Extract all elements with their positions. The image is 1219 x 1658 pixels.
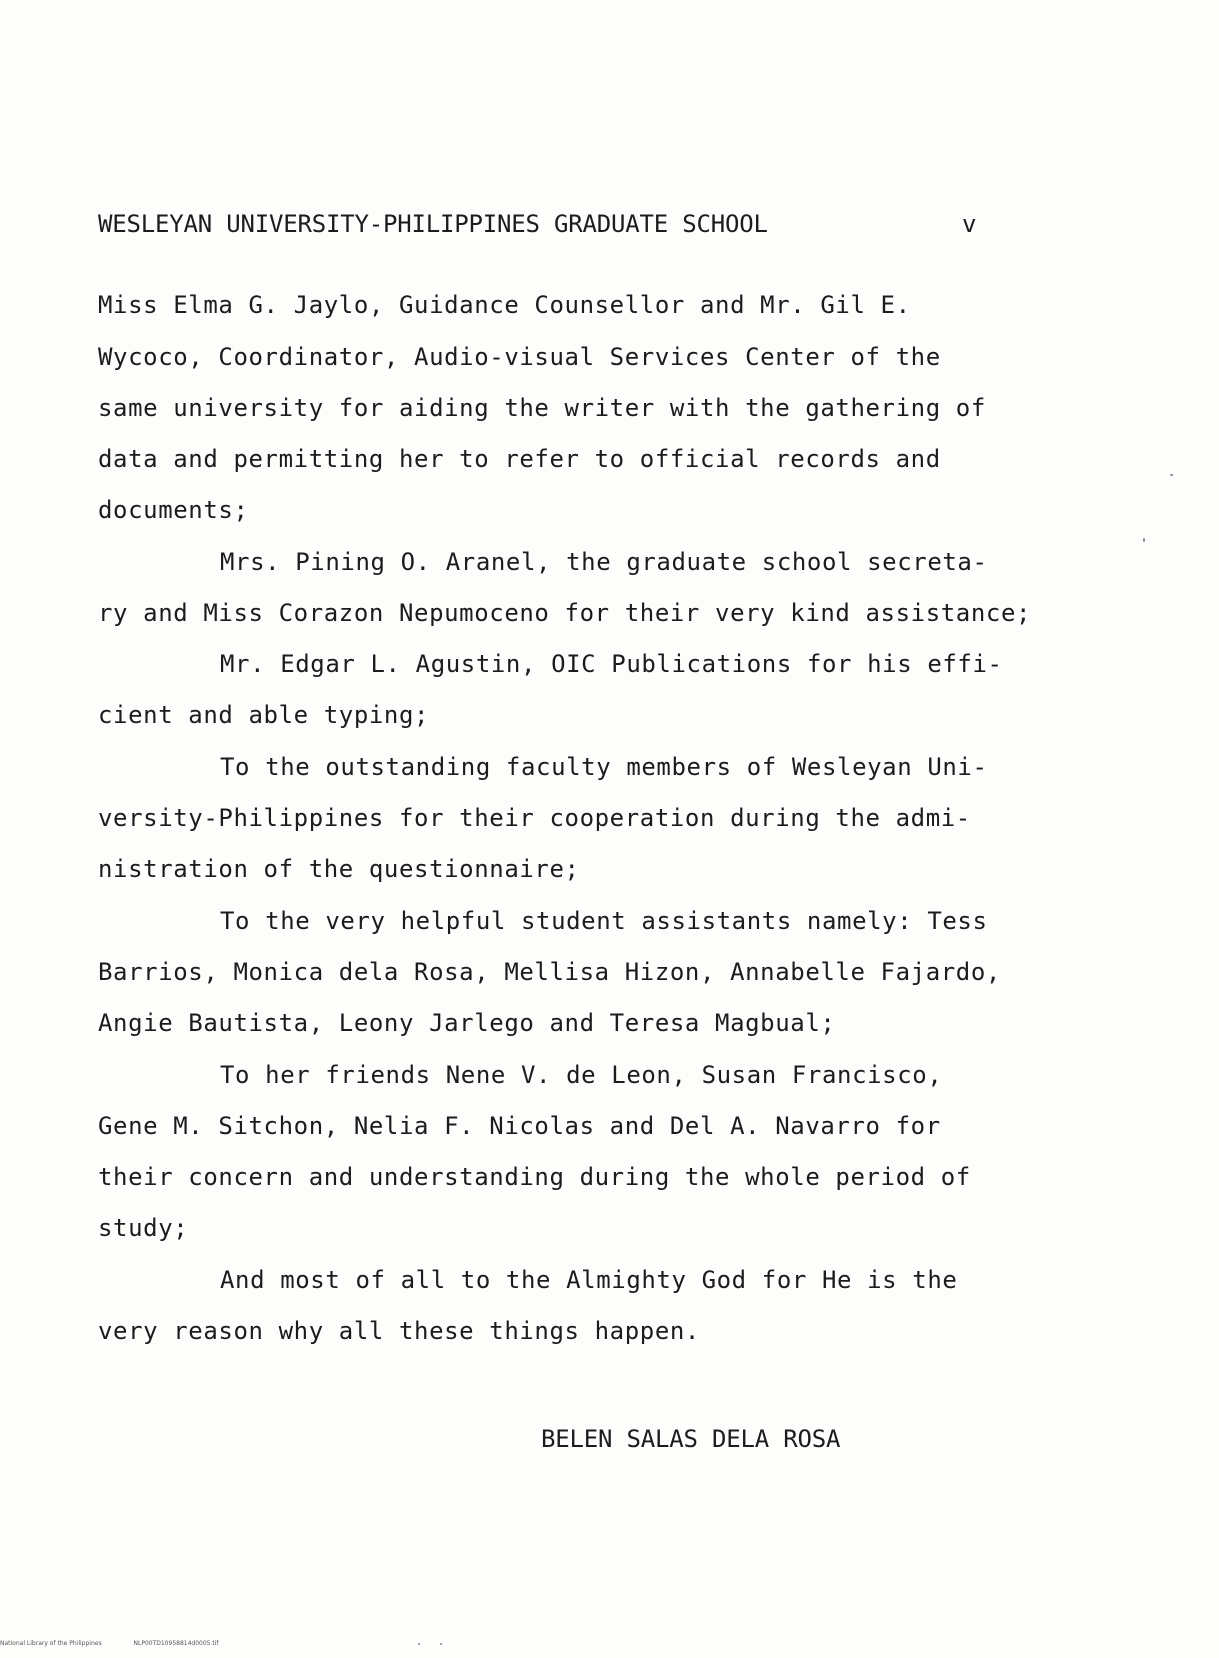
page-header-title: WESLEYAN UNIVERSITY-PHILIPPINES GRADUATE SCHOOL	[98, 210, 768, 238]
text-line: To the outstanding faculty members of Wesleyan Uni-	[220, 753, 988, 781]
scan-speck	[1170, 474, 1173, 476]
scan-file-code: NLP00TD10958814d0005.tif	[133, 1640, 219, 1647]
text-line: very reason why all these things happen.	[98, 1317, 700, 1345]
scan-speck	[418, 1643, 420, 1645]
text-line: cient and able typing;	[98, 701, 430, 729]
text-line: To the very helpful student assistants namely: Tess	[220, 907, 988, 935]
library-credit: National Library of the Philippines	[0, 1640, 102, 1647]
text-line: versity-Philippines for their cooperation during the admi-	[98, 804, 971, 832]
text-line: To her friends Nene V. de Leon, Susan Francisco,	[220, 1061, 943, 1089]
text-line: Gene M. Sitchon, Nelia F. Nicolas and Del A. Navarro for	[98, 1112, 941, 1140]
text-line: study;	[98, 1214, 189, 1242]
text-line: ry and Miss Corazon Nepumoceno for their very kind assistance;	[98, 599, 1032, 627]
author-signature: BELEN SALAS DELA ROSA	[541, 1425, 841, 1453]
text-line: Miss Elma G. Jaylo, Guidance Counsellor and Mr. Gil E.	[98, 291, 911, 319]
scan-speck	[1143, 538, 1145, 542]
text-line: data and permitting her to refer to official records and	[98, 445, 941, 473]
text-line: nistration of the questionnaire;	[98, 855, 580, 883]
scan-footer	[0, 1640, 219, 1647]
text-line: documents;	[98, 496, 249, 524]
text-line: same university for aiding the writer with the gathering of	[98, 394, 986, 422]
text-line: their concern and understanding during the whole period of	[98, 1163, 971, 1191]
text-line: Barrios, Monica dela Rosa, Mellisa Hizon, Annabelle Fajardo,	[98, 958, 1001, 986]
page-number: v	[962, 210, 977, 238]
text-line: Wycoco, Coordinator, Audio-visual Services Center of the	[98, 343, 941, 371]
text-line: And most of all to the Almighty God for He is the	[220, 1266, 958, 1294]
text-line: Angie Bautista, Leony Jarlego and Teresa Magbual;	[98, 1009, 836, 1037]
scan-speck	[440, 1643, 442, 1645]
text-line: Mr. Edgar L. Agustin, OIC Publications for his effi-	[220, 650, 1003, 678]
text-line: Mrs. Pining O. Aranel, the graduate school secreta-	[220, 548, 988, 576]
